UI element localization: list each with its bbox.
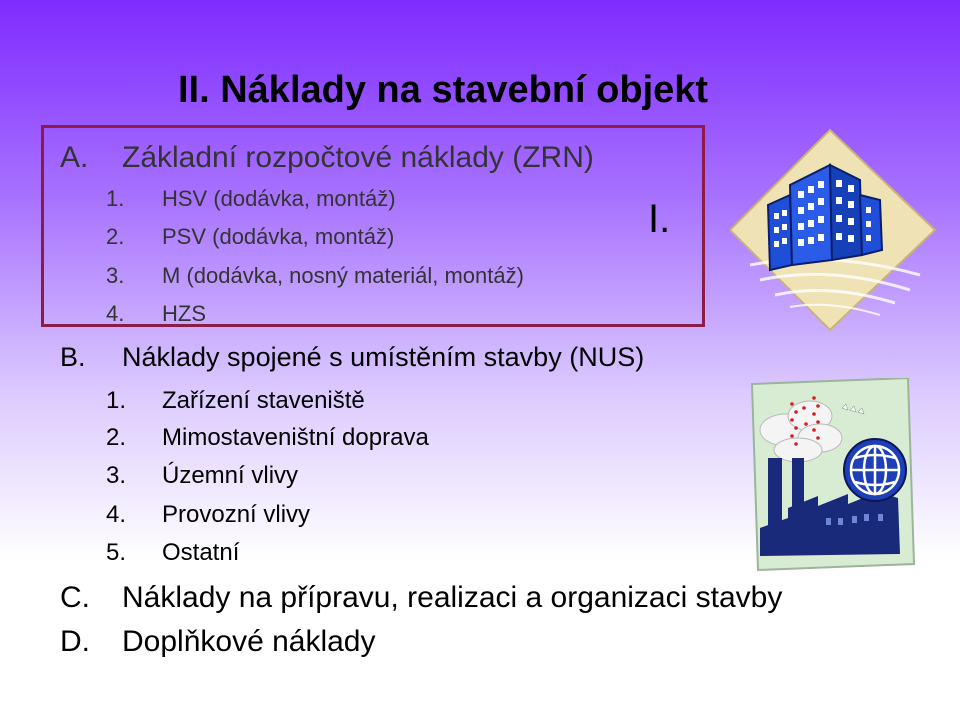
item-text: Ostatní [162, 539, 240, 566]
item-text: Územní vlivy [162, 462, 299, 489]
section-b-letter: B. [60, 342, 86, 372]
item-text: Zařízení staveniště [162, 387, 365, 414]
item-text: Mimostaveništní doprava [162, 424, 429, 451]
item-number: 2. [106, 424, 127, 451]
item-number: 4. [106, 501, 127, 528]
item-text: HSV (dodávka, montáž) [162, 186, 396, 211]
item-number: 5. [106, 539, 127, 566]
item-number: 1. [106, 186, 125, 211]
item-text: Provozní vlivy [162, 501, 311, 528]
item-number: 1. [106, 387, 127, 414]
section-c-letter: C. [60, 581, 90, 614]
item-number: 3. [106, 263, 125, 288]
item-number: 2. [106, 224, 125, 249]
item-number: 4. [106, 301, 125, 326]
section-a-letter: A. [60, 141, 89, 174]
section-b-label: Náklady spojené s umístěním stavby (NUS) [122, 342, 645, 372]
slide-title: II. Náklady na stavební objekt [178, 69, 709, 111]
section-d-label: Doplňkové náklady [122, 625, 376, 658]
item-text: HZS [162, 301, 206, 326]
section-d-letter: D. [60, 625, 90, 658]
section-a-label: Základní rozpočtové náklady (ZRN) [122, 141, 594, 174]
item-number: 3. [106, 462, 127, 489]
factory-globe-clipart [748, 378, 918, 573]
item-text: PSV (dodávka, montáž) [162, 224, 395, 249]
section-c-label: Náklady na přípravu, realizaci a organizaci stavby [122, 581, 783, 614]
group-marker: I. [648, 197, 671, 241]
item-text: M (dodávka, nosný materiál, montáž) [162, 263, 524, 288]
buildings-clipart [730, 125, 940, 335]
